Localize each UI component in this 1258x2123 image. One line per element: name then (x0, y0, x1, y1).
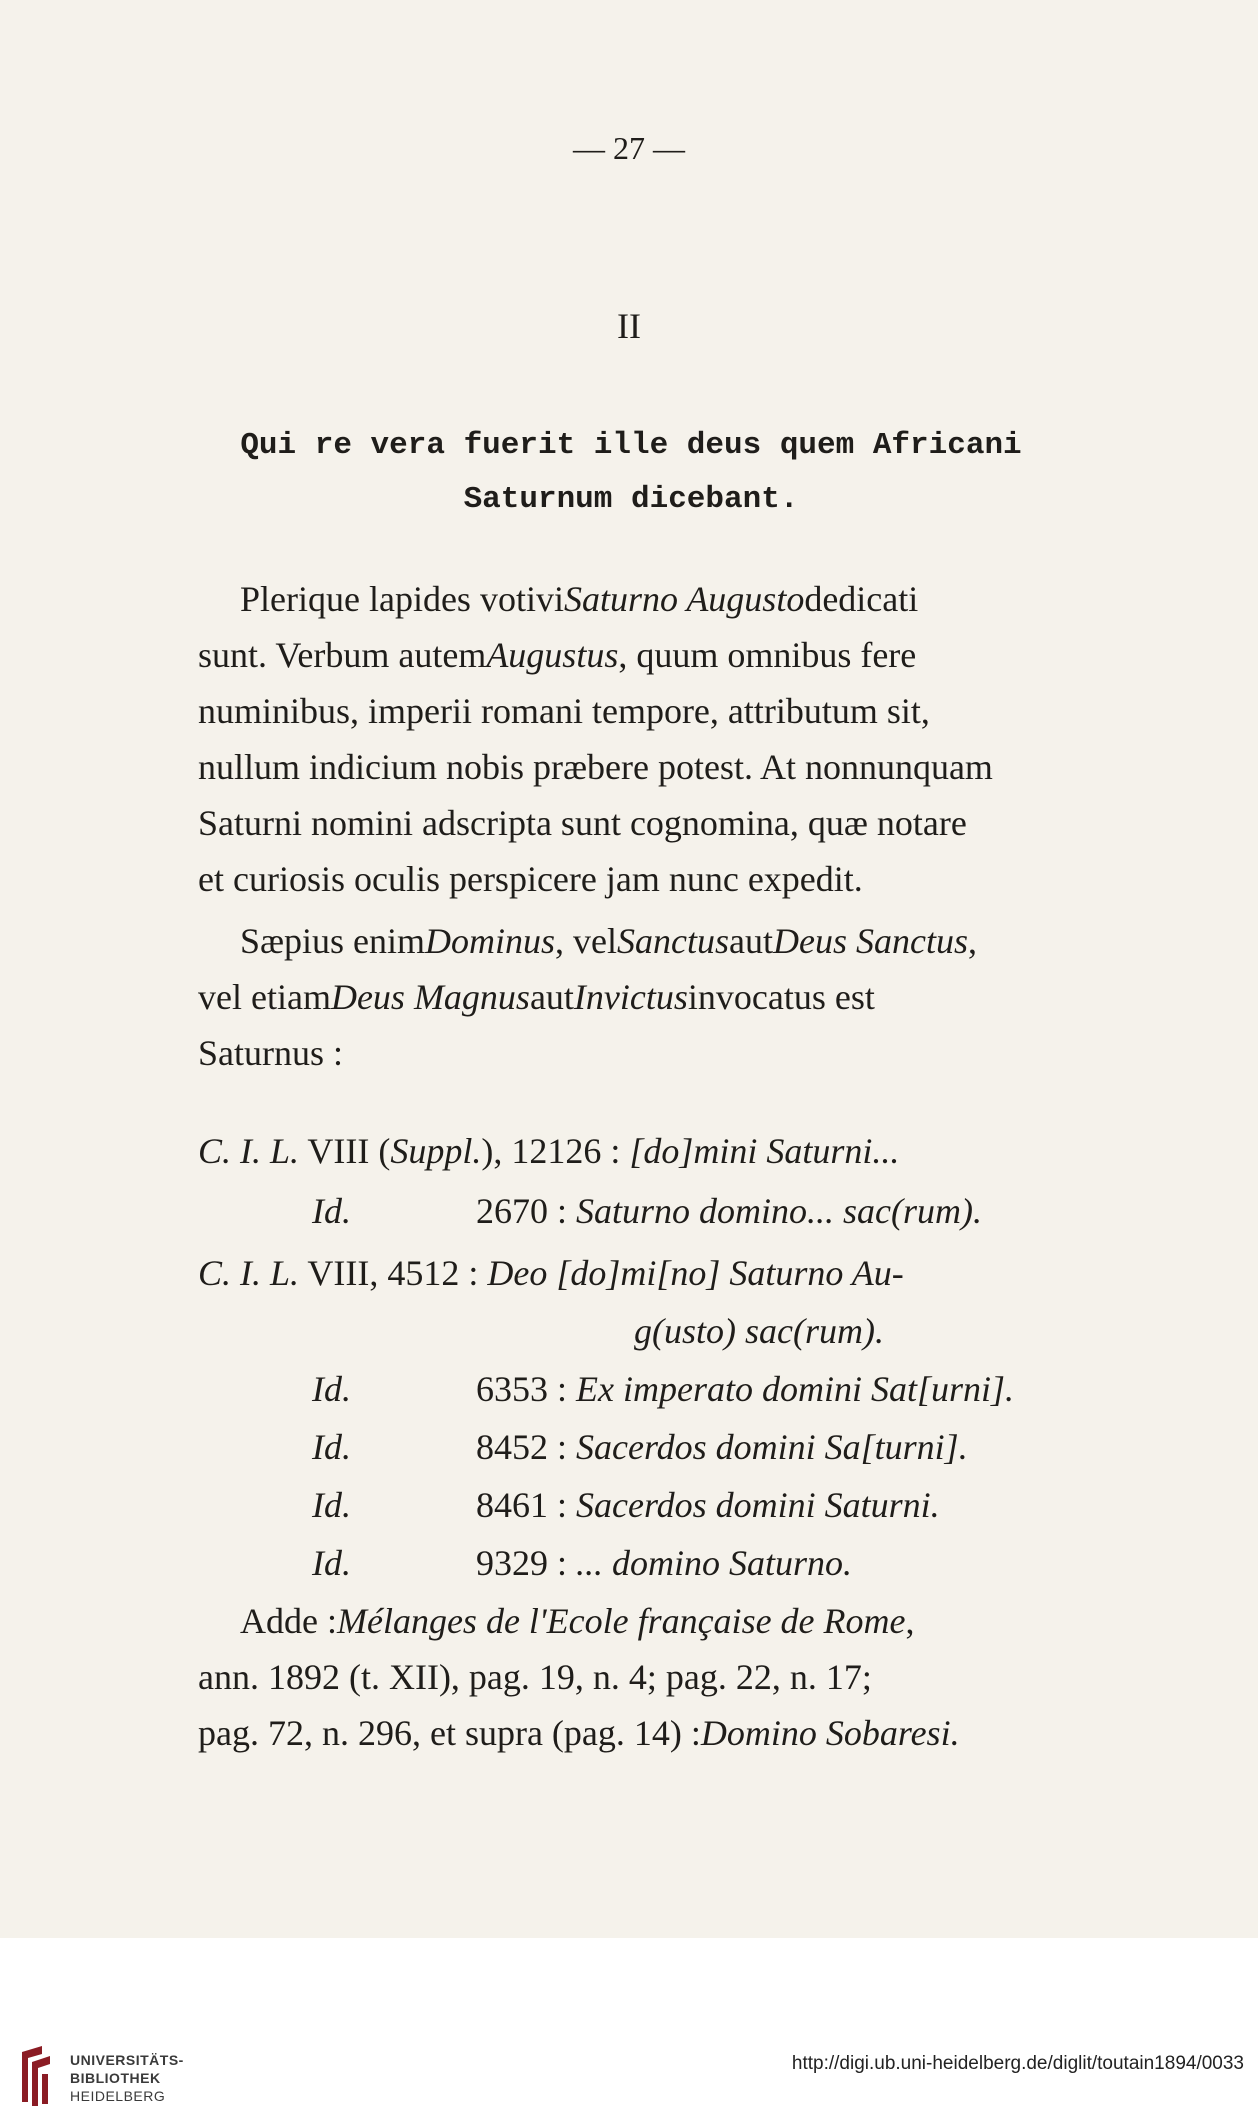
text-run: pag. 72, n. 296, et supra (pag. 14) : (198, 1713, 701, 1753)
italic-run: Deus Sanctus (773, 921, 968, 961)
citation-5-ref (312, 1426, 351, 1468)
citation-5 (476, 1426, 968, 1468)
text-run: aut (729, 921, 774, 961)
heading-line-1: Qui re vera fuerit ille deus quem Africani (240, 428, 1022, 463)
text-run: Adde : (240, 1601, 337, 1641)
para2-line-1 (240, 920, 1110, 962)
text-run: dedicati (804, 579, 919, 619)
citation-text: Sacerdos domini Sa[turni]. (576, 1427, 968, 1467)
italic-run: Invictus (573, 977, 688, 1017)
para3-line-3 (198, 1712, 1110, 1754)
text-run: VIII ( (299, 1131, 391, 1171)
para1-line-3: numinibus, imperii romani tempore, attributum sit, (198, 691, 930, 731)
citation-text: Ex imperato domini Sat[urni]. (576, 1369, 1015, 1409)
text-run: sunt. Verbum autem (198, 635, 487, 675)
citation-6 (476, 1484, 940, 1526)
library-name-line-1: UNIVERSITÄTS- (70, 2052, 184, 2068)
text-run: aut (529, 977, 574, 1017)
text-run: 8461 : (476, 1485, 577, 1525)
page-number: — 27 — (573, 130, 685, 166)
text-run: VIII, 4512 : (299, 1253, 488, 1293)
para2-line-2 (198, 976, 1110, 1018)
citation-ref: Id. (312, 1485, 351, 1525)
text-run: 2670 : (476, 1191, 577, 1231)
para3-line-2: ann. 1892 (t. XII), pag. 19, n. 4; pag. 22, n. 17; (198, 1657, 872, 1697)
italic-run: Augustus (486, 635, 619, 675)
citation-2 (476, 1190, 982, 1232)
citation-1 (198, 1130, 899, 1172)
citation-ref: C. I. L. (198, 1253, 300, 1293)
citation-4-ref (312, 1368, 351, 1410)
library-name-line-3: HEIDELBERG (70, 2088, 166, 2104)
citation-3-continued (634, 1310, 884, 1352)
text-run: invocatus est (687, 977, 875, 1017)
citation-text: Sacerdos domini Saturni. (576, 1485, 940, 1525)
text-run: 9329 : (476, 1543, 577, 1583)
citation-ref: Id. (312, 1427, 351, 1467)
citation-7-ref (312, 1542, 351, 1584)
italic-run: Dominus (425, 921, 556, 961)
citation-text: Deo [do]mi[no] Saturno Au- (487, 1253, 904, 1293)
citation-ref: Id. (312, 1543, 351, 1583)
text-run: 6353 : (476, 1369, 577, 1409)
para3-line-1 (240, 1600, 1110, 1642)
text-run: 8452 : (476, 1427, 577, 1467)
para1-line-6: et curiosis oculis perspicere jam nunc expedit. (198, 859, 863, 899)
source-url-link[interactable]: http://digi.ub.uni-heidelberg.de/diglit/toutain1894/0033 (791, 2053, 1244, 2074)
citation-ref: Id. (312, 1369, 351, 1409)
citation-4 (476, 1368, 1014, 1410)
text-run: Plerique lapides votivi (240, 579, 564, 619)
citation-ref: C. I. L. (198, 1131, 300, 1171)
text-run: , quum omnibus fere (618, 635, 917, 675)
citation-text: g(usto) sac(rum). (634, 1311, 884, 1351)
text-run: Sæpius enim (240, 921, 426, 961)
text-run: ), 12126 : (481, 1131, 630, 1171)
para1-line-2 (198, 634, 1110, 676)
italic-run: Sanctus (617, 921, 730, 961)
citation-6-ref (312, 1484, 351, 1526)
para1-line-1 (240, 578, 1110, 620)
citation-2-ref (312, 1190, 351, 1232)
library-name-line-2: BIBLIOTHEK (70, 2070, 161, 2086)
citation-text: Saturno domino... sac(rum). (576, 1191, 982, 1231)
italic-run: Domino Sobaresi. (700, 1713, 960, 1753)
italic-run: Deus Magnus (330, 977, 530, 1017)
section-number: II (617, 306, 641, 346)
citation-ref: Id. (312, 1191, 351, 1231)
italic-run: Mélanges de l'Ecole française de Rome (336, 1601, 906, 1641)
italic-run: Suppl. (390, 1131, 482, 1171)
text-run: , vel (555, 921, 618, 961)
citation-text: ... domino Saturno. (576, 1543, 853, 1583)
citation-3 (198, 1252, 904, 1294)
para2-line-3: Saturnus : (198, 1033, 344, 1073)
para1-line-4: nullum indicium nobis præbere potest. At nonnunquam (198, 747, 993, 787)
citation-7 (476, 1542, 852, 1584)
text-run: , (968, 921, 977, 961)
italic-run: Saturno Augusto (563, 579, 805, 619)
text-run: vel etiam (198, 977, 331, 1017)
citation-text: [do]mini Saturni... (629, 1131, 900, 1171)
library-logo-icon (14, 2044, 58, 2108)
para1-line-5: Saturni nomini adscripta sunt cognomina, quæ notare (198, 803, 967, 843)
heading-line-2: Saturnum dicebant. (463, 482, 799, 517)
text-run: , (905, 1601, 915, 1641)
footer-bar (0, 1938, 1258, 2123)
